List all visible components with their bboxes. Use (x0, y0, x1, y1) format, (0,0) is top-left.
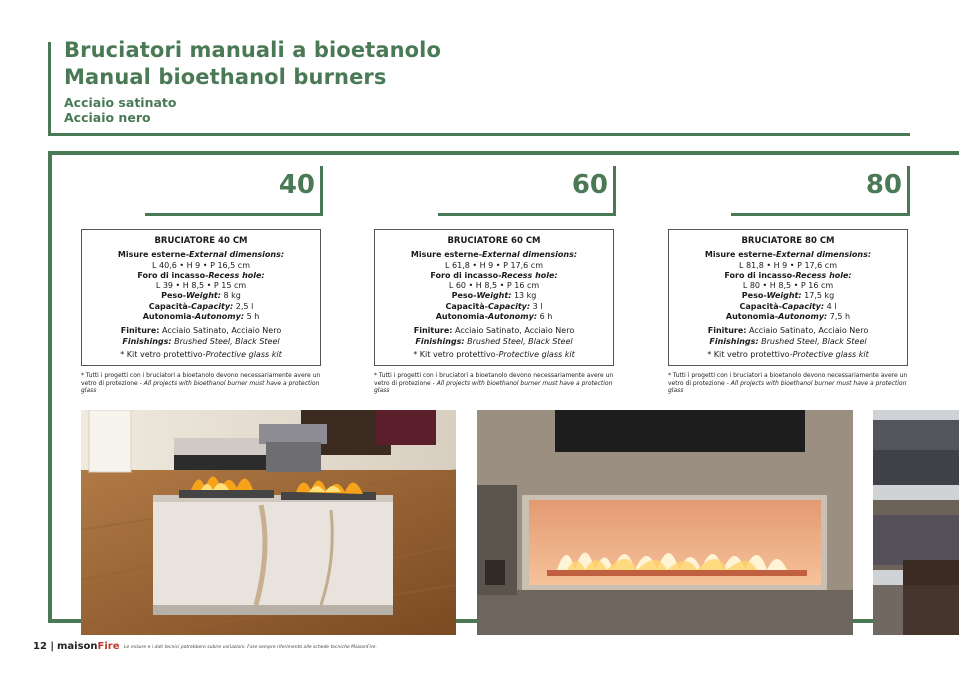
spec-title: BRUCIATORE 40 CM (154, 236, 248, 246)
spec-label-en: Protective glass kit (205, 349, 282, 359)
spec-value: L 60 • H 8,5 • P 16 cm (448, 281, 540, 291)
spec-external-dimensions (379, 250, 609, 260)
protection-glass-note-60 (374, 372, 614, 395)
model-size-label: 60 (571, 170, 608, 200)
spec-label-en: External dimensions: (776, 250, 872, 260)
spec-label-en: Capacity: (487, 301, 531, 311)
spec-label-en: Finishings: (709, 336, 759, 346)
spec-label: Capacità- (148, 301, 192, 311)
spec-label-en: Recess hole: (208, 270, 265, 280)
protection-glass-note-80 (668, 372, 908, 395)
spec-weight (673, 291, 903, 301)
page-title-italian: Bruciatori manuali a bioetanolo (64, 38, 441, 62)
spec-value: 5 h (246, 312, 260, 322)
spec-box-60 (374, 229, 614, 366)
model-heading-bracket (613, 166, 616, 216)
note-italian: * Tutti i progetti con i bruciatori a bioetanolo devono necessariamente avere un vetro di protezione - (374, 372, 614, 387)
spec-label-en: Autonomy: (778, 312, 828, 322)
photo-marble-burner-living-room (81, 410, 456, 635)
spec-label: Foro di incasso- (137, 270, 209, 280)
spec-label-en: Autonomy: (487, 312, 538, 322)
spec-weight (86, 291, 316, 301)
note-english: All projects with bioethanol burner must have a protection glass (81, 379, 320, 394)
spec-value: 13 kg (513, 291, 537, 301)
finish-satin: Acciaio satinato (64, 95, 177, 110)
header-horizontal-rule (48, 133, 910, 136)
spec-label-en: Finishings: (415, 336, 465, 346)
spec-label: Misure esterne- (704, 250, 777, 260)
spec-label-en: Weight: (766, 291, 802, 301)
spec-label: Misure esterne- (410, 250, 483, 260)
spec-finishes (86, 326, 316, 336)
spec-label: Foro di incasso- (430, 270, 502, 280)
spec-value: L 80 • H 8,5 • P 16 cm (742, 281, 834, 291)
model-heading-underline (438, 213, 616, 216)
model-size-label: 40 (278, 170, 315, 200)
spec-value: 4 l (826, 301, 837, 311)
spec-finishes-en (86, 337, 316, 347)
spec-label: * Kit vetro protettivo- (707, 349, 793, 359)
spec-value: L 61,8 • H 9 • P 17,6 cm (445, 260, 543, 270)
spec-label: * Kit vetro protettivo- (413, 349, 499, 359)
spec-value: Acciaio Satinato, Acciaio Nero (162, 326, 282, 336)
spec-external-dimensions (86, 250, 316, 260)
spec-title: BRUCIATORE 60 CM (447, 236, 541, 246)
spec-glass-kit (379, 350, 609, 360)
spec-value: Brushed Steel, Black Steel (174, 336, 280, 346)
spec-value: 2,5 l (235, 301, 254, 311)
page-number-value: 12 (33, 641, 47, 652)
spec-label: Misure esterne- (117, 250, 190, 260)
note-english: All projects with bioethanol burner must have a protection glass (374, 379, 613, 394)
spec-autonomy (673, 312, 903, 322)
spec-weight (379, 291, 609, 301)
spec-finishes (379, 326, 609, 336)
model-size-label: 80 (865, 170, 902, 200)
model-heading-underline (145, 213, 323, 216)
spec-label: Autonomia- (142, 312, 195, 322)
brand-logo (57, 641, 120, 652)
spec-label: Peso- (741, 291, 767, 301)
model-heading-underline (731, 213, 910, 216)
brand-name: maison (57, 641, 98, 652)
spec-label-en: External dimensions: (189, 250, 285, 260)
spec-value: 17,5 kg (804, 291, 835, 301)
spec-autonomy (86, 312, 316, 322)
spec-label: Capacità- (739, 301, 782, 311)
spec-value: 7,5 h (829, 312, 851, 322)
model-heading-bracket (907, 166, 910, 216)
spec-capacity (379, 302, 609, 312)
spec-label-en: Finishings: (122, 336, 172, 346)
page-title-english: Manual bioethanol burners (64, 65, 387, 89)
spec-value: Brushed Steel, Black Steel (467, 336, 573, 346)
footer-disclaimer: Le misure e i dati tecnici potrebbero subire variazioni. Fare sempre riferimento alle schede tecniche MaisonFire. (124, 645, 377, 650)
spec-value: Acciaio Satinato, Acciaio Nero (749, 326, 869, 336)
note-english: All projects with bioethanol burner must have a protection glass (668, 379, 907, 394)
note-italian: * Tutti i progetti con i bruciatori a bioetanolo devono necessariamente avere un vetro di protezione - (81, 372, 321, 387)
brand-name-accent: Fire (97, 641, 120, 652)
spec-value: Brushed Steel, Black Steel (761, 336, 867, 346)
spec-capacity (673, 302, 903, 312)
spec-label-en: Capacity: (781, 301, 825, 311)
protection-glass-note-40 (81, 372, 321, 395)
spec-box-80 (668, 229, 908, 366)
photo-living-room-partial (873, 410, 959, 635)
model-heading-bracket (320, 166, 323, 216)
spec-label: * Kit vetro protettivo- (120, 349, 206, 359)
spec-glass-kit (673, 350, 903, 360)
footer-separator: | (50, 641, 55, 652)
model-heading-80 (731, 166, 910, 216)
spec-value: Acciaio Satinato, Acciaio Nero (455, 326, 575, 336)
spec-label: Finiture: (413, 326, 453, 336)
spec-label: Peso- (161, 291, 187, 301)
page-number (33, 641, 54, 652)
finish-black: Acciaio nero (64, 110, 151, 125)
spec-label-en: Weight: (186, 291, 221, 301)
spec-label: Peso- (451, 291, 477, 301)
spec-label-en: Protective glass kit (792, 349, 869, 359)
spec-glass-kit (86, 350, 316, 360)
spec-label-en: Recess hole: (795, 270, 852, 280)
spec-finishes (673, 326, 903, 336)
spec-label: Finiture: (120, 326, 160, 336)
spec-recess-hole (673, 271, 903, 281)
spec-label: Autonomia- (725, 312, 779, 322)
spec-finishes-en (379, 337, 609, 347)
spec-label-en: External dimensions: (482, 250, 578, 260)
spec-label-en: Protective glass kit (498, 349, 575, 359)
spec-value: L 40,6 • H 9 • P 16,5 cm (152, 260, 250, 270)
spec-recess-hole (379, 271, 609, 281)
model-heading-60 (438, 166, 616, 216)
spec-value: 6 h (539, 312, 553, 322)
spec-value: 3 l (532, 301, 543, 311)
photo-inset-fireplace-tv (477, 410, 853, 635)
spec-title: BRUCIATORE 80 CM (741, 236, 835, 246)
header-vertical-rule (48, 42, 51, 136)
model-heading-40 (145, 166, 323, 216)
spec-label-en: Weight: (476, 291, 512, 301)
spec-label-en: Recess hole: (501, 270, 558, 280)
spec-capacity (86, 302, 316, 312)
spec-value: L 39 • H 8,5 • P 15 cm (155, 281, 247, 291)
spec-label: Finiture: (707, 326, 747, 336)
spec-autonomy (379, 312, 609, 322)
spec-label: Autonomia- (435, 312, 488, 322)
spec-label: Capacità- (445, 301, 488, 311)
spec-finishes-en (673, 337, 903, 347)
spec-label-en: Capacity: (191, 301, 234, 311)
spec-external-dimensions (673, 250, 903, 260)
spec-value: 8 kg (223, 291, 241, 301)
spec-recess-hole (86, 271, 316, 281)
spec-value: L 81,8 • H 9 • P 17,6 cm (739, 260, 837, 270)
spec-box-40 (81, 229, 321, 366)
spec-label-en: Autonomy: (194, 312, 245, 322)
spec-label: Foro di incasso- (724, 270, 796, 280)
note-italian: * Tutti i progetti con i bruciatori a bioetanolo devono necessariamente avere un vetro di protezione - (668, 372, 908, 387)
